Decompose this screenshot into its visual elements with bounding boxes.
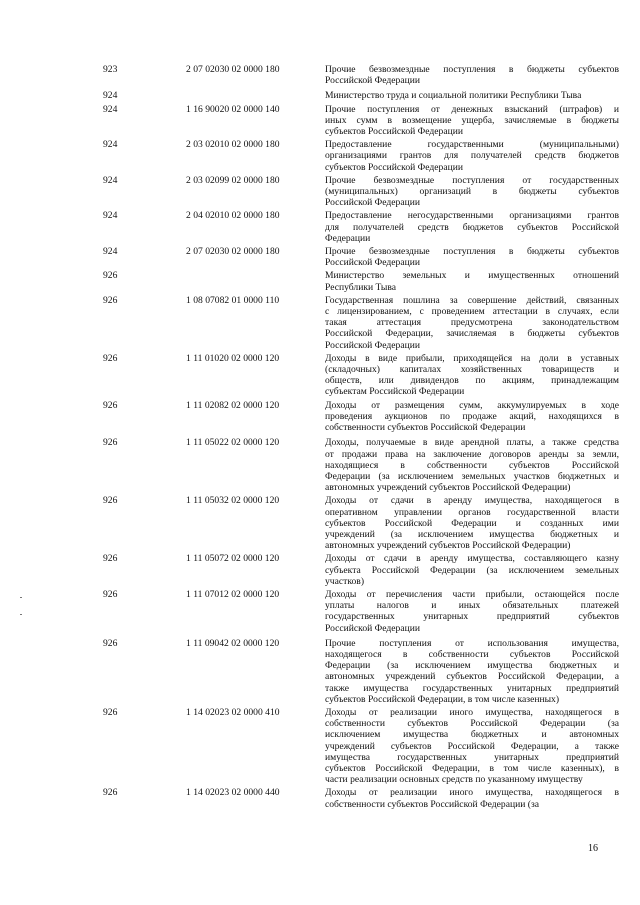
table-row — [0, 707, 640, 785]
budget-code-cell: 1 11 09042 02 0000 120 — [186, 637, 280, 649]
admin-code-cell: 926 — [103, 352, 118, 364]
table-row — [0, 553, 640, 587]
revenue-name-line: Прочие поступления от использования имущества, — [325, 637, 619, 649]
revenue-name-cell — [325, 495, 619, 551]
revenue-name-line: субъектов Российской Федерации, в том числе казенных), в — [325, 762, 619, 774]
revenue-name-cell — [325, 246, 619, 268]
budget-code-cell: 1 08 07082 01 0000 110 — [186, 294, 280, 306]
revenue-name-line: Доходы от реализации иного имущества, находящегося в — [325, 706, 619, 718]
revenue-name-line: Российской Федерации — [325, 622, 420, 634]
revenue-name-line: (муниципальных) организаций в бюджеты субъектов — [325, 186, 619, 198]
revenue-name-line: Министерство земельных и имущественных отношений — [325, 270, 619, 282]
budget-code-cell: 1 11 01020 02 0000 120 — [186, 352, 280, 364]
admin-code-cell: 926 — [103, 437, 118, 449]
revenue-name-line: автономных учреждений субъектов Российской Федерации) — [325, 482, 571, 494]
table-row — [0, 175, 640, 209]
admin-code-cell: 926 — [103, 637, 118, 649]
revenue-name-line: Российской Федерации — [325, 257, 420, 269]
revenue-name-line: субъектов Российской Федерации и созданных ими — [325, 517, 619, 529]
revenue-name-cell — [325, 589, 619, 634]
revenue-name-line: Федерации (за исключением имущества бюджетных и — [325, 660, 619, 672]
revenue-name-line: (складочных) капиталах хозяйственных товариществ и — [325, 364, 619, 376]
admin-code-cell: 926 — [103, 294, 118, 306]
revenue-name-line: Доходы от размещения сумм, аккумулируемых в ходе — [325, 399, 619, 411]
table-row — [0, 787, 640, 809]
revenue-name-line: организациями грантов для получателей средств бюджетов — [325, 150, 619, 162]
revenue-name-line: субъектов Российской Федерации — [325, 161, 463, 173]
revenue-name-line: Федерации (за исключением земельных участков бюджетных и — [325, 470, 619, 482]
admin-code-cell: 924 — [103, 103, 118, 115]
revenue-name-line: уплаты налогов и иных обязательных платежей — [325, 600, 619, 612]
revenue-name-line: Доходы от перечисления части прибыли, остающейся после — [325, 588, 619, 600]
table-row — [0, 495, 640, 551]
table-row — [0, 400, 640, 434]
revenue-name-cell — [325, 64, 619, 86]
budget-code-cell: 2 03 02010 02 0000 180 — [186, 139, 280, 151]
revenue-name-line: исключением имущества бюджетных и автономных — [325, 729, 619, 741]
revenue-name-cell — [325, 139, 619, 173]
revenue-name-cell — [325, 437, 619, 493]
revenue-name-line: Федерации — [325, 232, 371, 244]
table-row — [0, 64, 640, 86]
revenue-name-line: Доходы от сдачи в аренду имущества, составляющего казну — [325, 553, 619, 565]
table-row — [0, 437, 640, 493]
revenue-name-line: субъекта Российской Федерации (за исключением земельных — [325, 564, 619, 576]
revenue-name-line: обществ, или дивидендов по акциям, принадлежащим — [325, 375, 619, 387]
revenue-name-line: учреждений (за исключением имущества бюджетных и — [325, 528, 619, 540]
revenue-name-line: имущества государственных унитарных предприятий — [325, 751, 619, 763]
revenue-name-line: Государственная пошлина за совершение действий, связанных — [325, 294, 619, 306]
table-row — [0, 210, 640, 244]
revenue-name-cell — [325, 104, 619, 138]
revenue-name-line: Прочие безвозмездные поступления от государственных — [325, 174, 619, 186]
revenue-name-line: субъектов Российской Федерации, в том числе казенных) — [325, 693, 560, 705]
revenue-name-line: собственности субъектов Российской Федерации — [325, 422, 526, 434]
admin-code-cell: 924 — [103, 210, 118, 222]
budget-code-cell: 1 14 02023 02 0000 410 — [186, 706, 280, 718]
revenue-name-line: автономных учреждений субъектов Российской Федерации, а — [325, 671, 619, 683]
admin-code-cell: 924 — [103, 90, 118, 102]
revenue-name-line: субъектам Российской Федерации — [325, 386, 465, 398]
table-row — [0, 104, 640, 138]
revenue-name-line: Прочие поступления от денежных взысканий (штрафов) и — [325, 103, 619, 115]
revenue-name-cell — [325, 270, 619, 292]
revenue-name-line: Прочие безвозмездные поступления в бюджеты субъектов — [325, 64, 619, 75]
budget-code-cell: 1 14 02023 02 0000 440 — [186, 787, 280, 799]
revenue-name-line: Российской Федерации — [325, 339, 420, 351]
admin-code-cell: 924 — [103, 246, 118, 258]
revenue-name-line: собственности субъектов Российской Федерации (за — [325, 798, 540, 810]
budget-code-cell: 1 11 02082 02 0000 120 — [186, 399, 280, 411]
revenue-name-line: оперативном управлении органов государственной власти — [325, 506, 619, 518]
table-row — [0, 270, 640, 292]
scan-speck — [20, 597, 22, 598]
revenue-name-line: Республики Тыва — [325, 281, 397, 293]
table-row — [0, 139, 640, 173]
admin-code-cell: 926 — [103, 270, 118, 282]
admin-code-cell: 926 — [103, 399, 118, 411]
admin-code-cell: 926 — [103, 553, 118, 565]
budget-code-cell: 2 07 02030 02 0000 180 — [186, 64, 280, 75]
revenue-name-cell — [325, 210, 619, 244]
revenue-codes-table — [0, 62, 640, 810]
table-row — [0, 353, 640, 398]
admin-code-cell: 924 — [103, 174, 118, 186]
table-row — [0, 589, 640, 634]
revenue-name-cell — [325, 175, 619, 209]
budget-code-cell: 1 11 05022 02 0000 120 — [186, 437, 280, 449]
revenue-name-line: Прочие безвозмездные поступления в бюджеты субъектов — [325, 246, 619, 258]
revenue-name-line: иных сумм в возмещение ущерба, зачисляемые в бюджеты — [325, 114, 619, 126]
revenue-name-line: Доходы в виде прибыли, приходящейся на доли в уставных — [325, 352, 619, 364]
table-row — [0, 90, 640, 101]
budget-code-cell: 1 11 07012 02 0000 120 — [186, 588, 280, 600]
revenue-name-line: такая аттестация предусмотрена законодательством — [325, 317, 619, 329]
revenue-name-line: части реализации основных средств по указанному имуществу — [325, 774, 583, 786]
revenue-name-line: Доходы от сдачи в аренду имущества, находящегося в — [325, 495, 619, 507]
revenue-name-line: находящиеся в собственности субъектов Российской — [325, 459, 619, 471]
revenue-name-line: учреждений субъектов Российской Федерации, а также — [325, 740, 619, 752]
revenue-name-line: Российской Федерации — [325, 75, 420, 87]
page-number: 16 — [588, 843, 598, 854]
revenue-name-line: проведения аукционов по продаже акций, находящихся в — [325, 410, 619, 422]
revenue-name-line: Предоставление государственными (муниципальными) — [325, 139, 619, 151]
revenue-name-cell — [325, 295, 619, 351]
budget-code-cell: 2 07 02030 02 0000 180 — [186, 246, 280, 258]
revenue-name-line: для получателей средств бюджетов субъектов Российской — [325, 221, 619, 233]
revenue-name-line: Предоставление негосударственными организациями грантов — [325, 210, 619, 222]
admin-code-cell: 923 — [103, 64, 118, 75]
revenue-name-cell — [325, 90, 619, 101]
revenue-name-line: находящегося в собственности субъектов Российской — [325, 648, 619, 660]
budget-code-cell: 1 11 05072 02 0000 120 — [186, 553, 280, 565]
budget-code-cell: 2 04 02010 02 0000 180 — [186, 210, 280, 222]
admin-code-cell: 926 — [103, 787, 118, 799]
admin-code-cell: 924 — [103, 139, 118, 151]
revenue-name-line: от продажи права на заключение договоров аренды за земли, — [325, 448, 619, 460]
scan-speck — [20, 614, 22, 615]
revenue-name-line: автономных учреждений субъектов Российской Федерации) — [325, 540, 571, 552]
revenue-name-line: субъектов Российской Федерации — [325, 126, 463, 138]
admin-code-cell: 926 — [103, 495, 118, 507]
table-row — [0, 295, 640, 351]
budget-code-cell: 1 16 90020 02 0000 140 — [186, 103, 280, 115]
revenue-name-line: Министерство труда и социальной политики Республики Тыва — [325, 90, 582, 102]
table-row — [0, 246, 640, 268]
revenue-name-cell — [325, 638, 619, 705]
revenue-name-cell — [325, 707, 619, 785]
admin-code-cell: 926 — [103, 588, 118, 600]
revenue-name-line: Российской Федерации, зачисляемая в бюджеты субъектов — [325, 328, 619, 340]
revenue-name-cell — [325, 400, 619, 434]
revenue-name-line: собственности субъектов Российской Федерации (за — [325, 718, 619, 730]
revenue-name-line: Доходы, получаемые в виде арендной платы, а также средства — [325, 437, 619, 449]
revenue-name-line: Российской Федерации — [325, 197, 420, 209]
revenue-name-line: государственных унитарных предприятий субъектов — [325, 611, 619, 623]
revenue-name-line: с лицензированием, с проведением аттестации в случаях, если — [325, 306, 619, 318]
revenue-name-line: участков) — [325, 575, 365, 587]
budget-code-cell: 1 11 05032 02 0000 120 — [186, 495, 280, 507]
admin-code-cell: 926 — [103, 706, 118, 718]
budget-code-cell: 2 03 02099 02 0000 180 — [186, 174, 280, 186]
revenue-name-cell — [325, 353, 619, 398]
revenue-name-cell — [325, 553, 619, 587]
revenue-name-line: также имущества государственных унитарных предприятий — [325, 682, 619, 694]
table-row — [0, 638, 640, 705]
revenue-name-line: Доходы от реализации иного имущества, находящегося в — [325, 787, 619, 799]
revenue-name-cell — [325, 787, 619, 809]
